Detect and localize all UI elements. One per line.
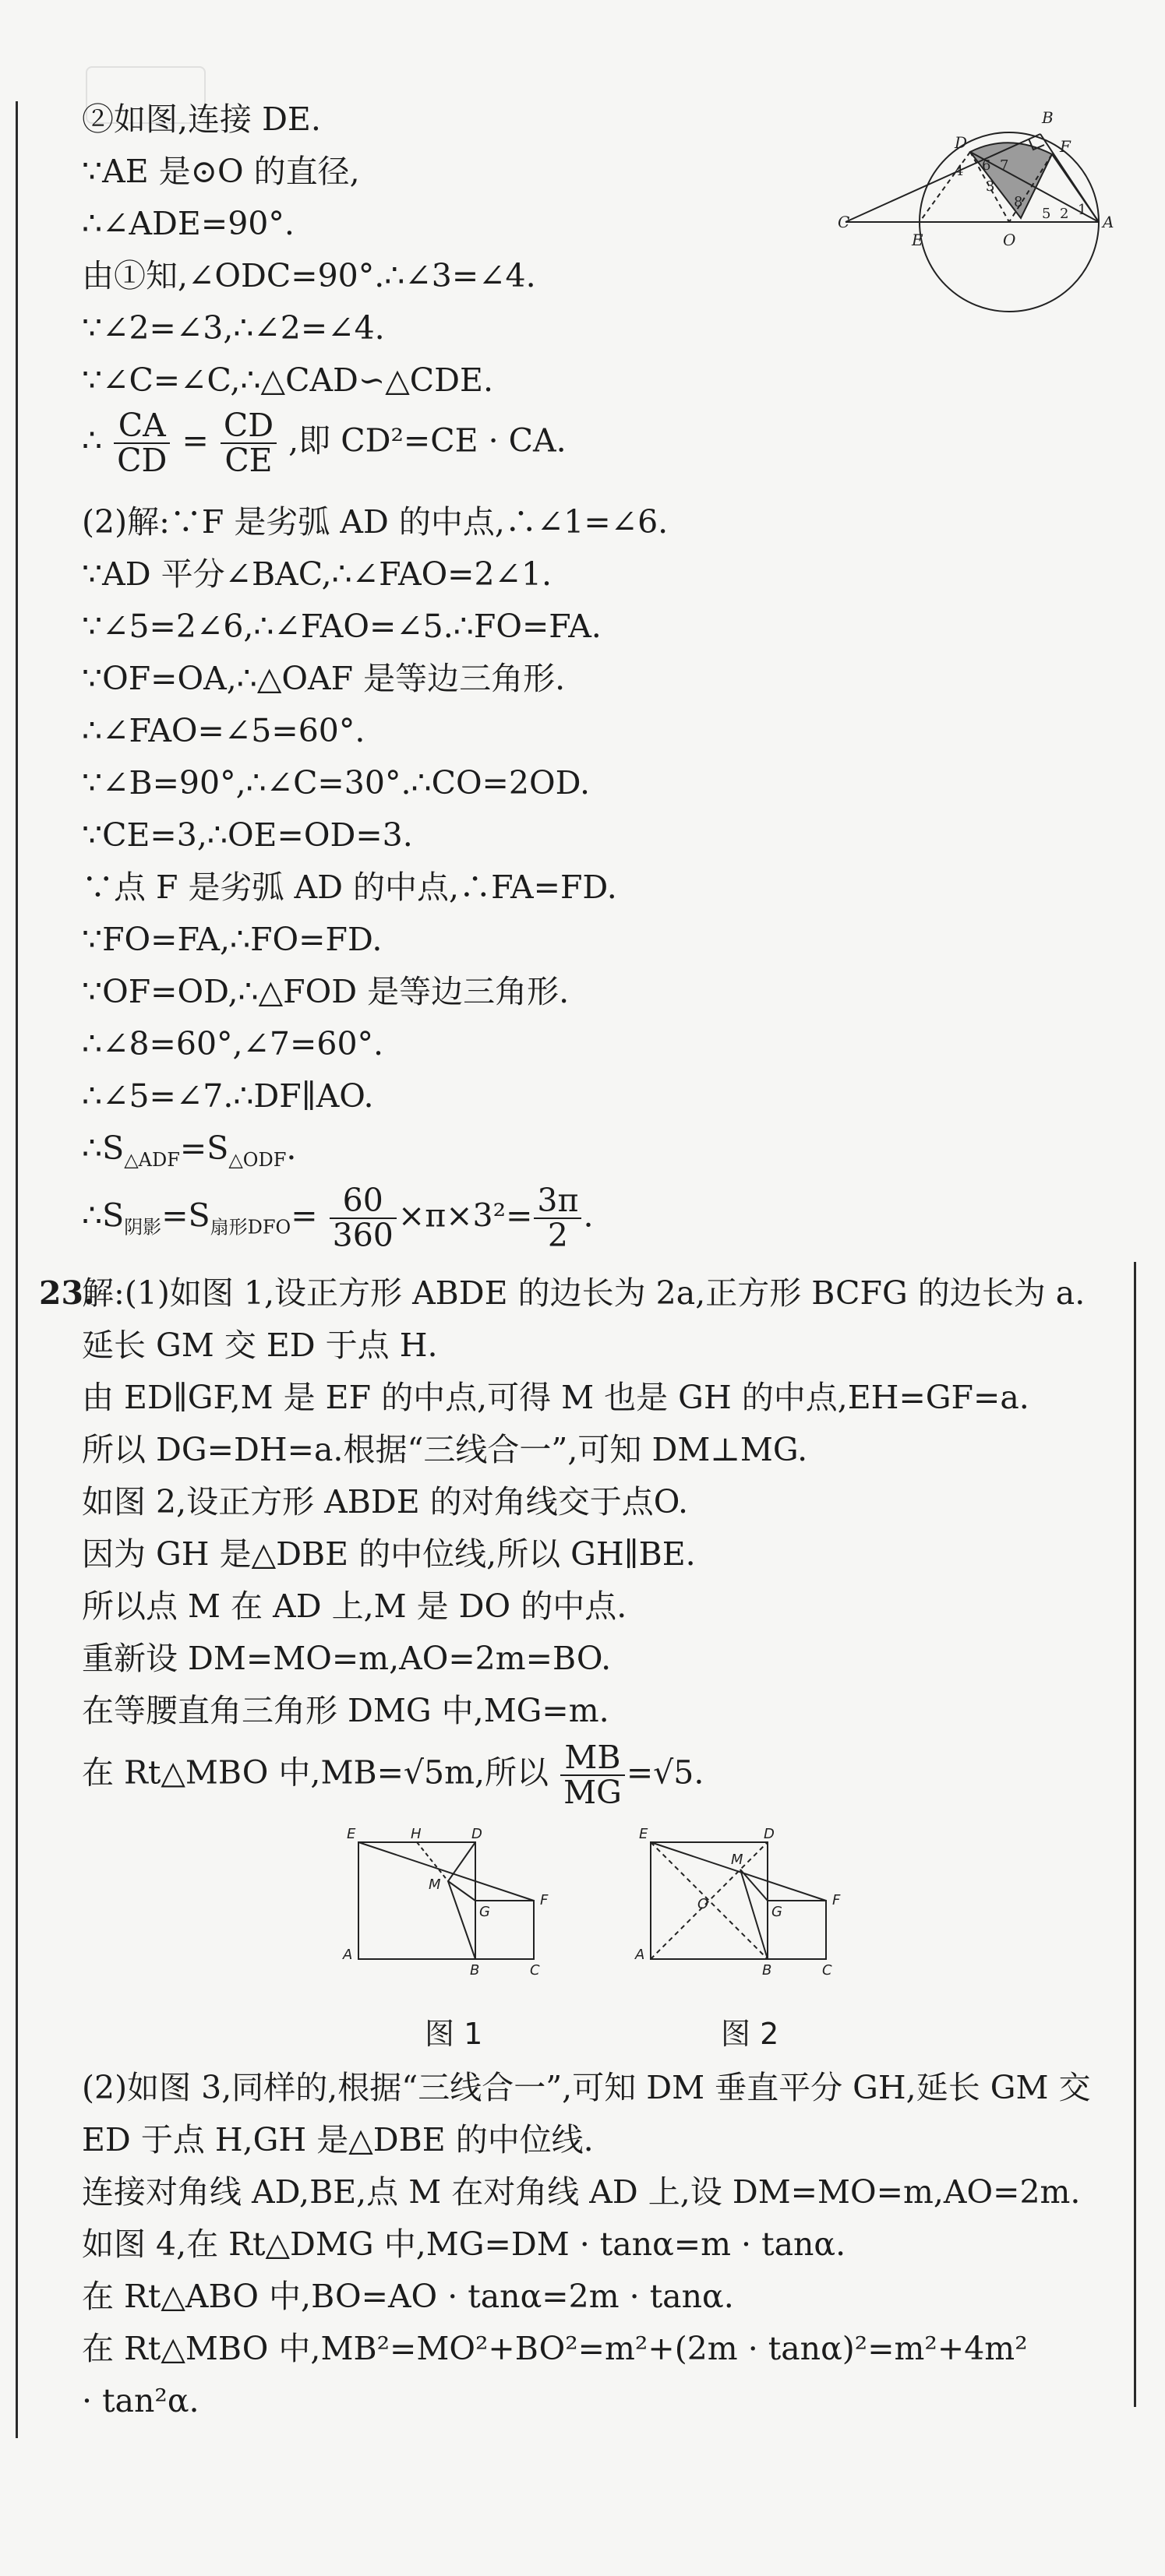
area-sub1: △ADF: [124, 1149, 180, 1172]
ratio-d2: CE: [224, 442, 273, 480]
q23b-line-1: (2)如图 3,同样的,根据“三线合一”,可知 DM 垂直平分 GH,延长 GM 交: [82, 2069, 1091, 2106]
mb-post: =√5.: [626, 1753, 704, 1792]
angle-3: 3: [986, 178, 995, 195]
figure-1: [339, 1819, 596, 2006]
q23-line-5: 如图 2,设正方形 ABDE 的对角线交于点O.: [82, 1483, 688, 1521]
mb-d: MG: [563, 1774, 622, 1812]
p2-line-2: ∵AD 平分∠BAC,∴∠FAO=2∠1.: [82, 555, 552, 593]
shade-sub2: 扇形DFO: [210, 1216, 291, 1239]
line-dm: [448, 1842, 475, 1881]
angle-4: 4: [955, 163, 964, 179]
circle-figure-shapes: [846, 132, 1099, 312]
f1-label-c: C: [530, 1962, 540, 1979]
label-e: E: [912, 231, 923, 249]
q23-line-3: 由 ED∥GF,M 是 EF 的中点,可得 M 也是 GH 的中点,EH=GF=a.: [82, 1379, 1029, 1416]
q23-line-7: 所以点 M 在 AD 上,M 是 DO 的中点.: [82, 1588, 627, 1625]
p1-line-3: ∴∠ADE=90°.: [82, 205, 295, 242]
shade-frac-2: [534, 1184, 581, 1253]
f1-label-d: D: [471, 1826, 482, 1842]
line-ef: [358, 1842, 534, 1901]
label-b: B: [1042, 108, 1054, 127]
f2-label-m: M: [731, 1852, 743, 1868]
shade-sub1: 阴影: [124, 1216, 162, 1239]
p1-line-2: ∵AE 是⊙O 的直径,: [82, 153, 360, 190]
f1-label-b: B: [470, 1962, 480, 1979]
area-mid: =S: [179, 1129, 229, 1167]
f1-label-f: F: [540, 1892, 549, 1908]
area-equation: [82, 1129, 296, 1179]
figure-2-caption: 图 2: [721, 2017, 779, 2051]
f1-label-g: G: [479, 1904, 490, 1920]
p2-line-4: ∵OF=OA,∴△OAF 是等边三角形.: [82, 660, 566, 697]
area-sub2: △ODF: [228, 1149, 287, 1172]
ratio-n2: CD: [221, 409, 277, 444]
f2-label-b: B: [762, 1962, 772, 1979]
q23-line-6: 因为 GH 是△DBE 的中位线,所以 GH∥BE.: [82, 1535, 696, 1573]
f1-label-h: H: [411, 1826, 422, 1842]
p2-line-6: ∵∠B=90°,∴∠C=30°.∴CO=2OD.: [82, 764, 591, 802]
q23-line-1: 解:(1)如图 1,设正方形 ABDE 的边长为 2a,正方形 BCFG 的边长为 a.: [82, 1274, 1086, 1312]
shade-d1: 360: [332, 1217, 394, 1255]
q23b-line-4: 如图 4,在 Rt△DMG 中,MG=DM · tanα=m · tanα.: [82, 2225, 846, 2263]
label-o: O: [1003, 231, 1016, 249]
q23-line-9: 在等腰直角三角形 DMG 中,MG=m.: [82, 1692, 609, 1729]
f2-label-f: F: [832, 1892, 841, 1908]
shade-equation: [82, 1184, 594, 1253]
q23-number: 23.: [39, 1274, 95, 1312]
q23b-line-5: 在 Rt△ABO 中,BO=AO · tanα=2m · tanα.: [82, 2278, 734, 2315]
p2-line-7: ∵CE=3,∴OE=OD=3.: [82, 816, 413, 854]
q23b-line-7: · tan²α.: [82, 2382, 199, 2419]
label-d: D: [955, 133, 968, 152]
ratio-post: ,即 CD²=CE · CA.: [288, 421, 567, 460]
p2-line-8: ∵点 F 是劣弧 AD 的中点,∴FA=FD.: [82, 869, 617, 906]
p1-line-1: ②如图,连接 DE.: [82, 100, 321, 138]
f2-label-a: A: [635, 1947, 645, 1963]
figure-2: [631, 1819, 888, 2006]
f2-label-o: O: [697, 1896, 709, 1912]
shade-mid: =S: [161, 1196, 210, 1235]
left-margin-rule: [16, 101, 18, 2438]
f2-label-d: D: [764, 1826, 775, 1842]
ratio-eq: =: [182, 421, 209, 460]
p2-line-5: ∴∠FAO=∠5=60°.: [82, 712, 365, 749]
shade-frac-1: [330, 1184, 397, 1253]
right-margin-rule: [1134, 1262, 1136, 2407]
p1-line-4: 由①知,∠ODC=90°.∴∠3=∠4.: [82, 257, 536, 294]
ratio-n1: CA: [114, 409, 170, 444]
ratio-d1: CD: [117, 442, 168, 480]
q23b-line-6: 在 Rt△MBO 中,MB²=MO²+BO²=m²+(2m · tanα)²=m²+4m²: [82, 2330, 1028, 2367]
q23-line-4: 所以 DG=DH=a.根据“三线合一”,可知 DM⊥MG.: [82, 1431, 808, 1468]
shade-n2: 3π: [534, 1184, 581, 1219]
q23b-line-2: ED 于点 H,GH 是△DBE 的中位线.: [82, 2121, 594, 2158]
area-pre: ∴S: [82, 1129, 125, 1167]
label-c: C: [838, 213, 850, 231]
ratio-equation: [82, 407, 567, 480]
ratio-frac-1: [114, 407, 170, 480]
angle-8: 8: [1014, 194, 1023, 210]
p1-line-5: ∵∠2=∠3,∴∠2=∠4.: [82, 309, 385, 347]
mb-n: MB: [560, 1741, 625, 1776]
angle-5: 5: [1042, 206, 1051, 222]
square-abde: [358, 1842, 475, 1959]
f1-label-m: M: [429, 1876, 441, 1893]
f1-label-e: E: [347, 1826, 356, 1842]
p2-line-10: ∵OF=OD,∴△FOD 是等边三角形.: [82, 973, 570, 1010]
shade-d2: 2: [547, 1217, 568, 1255]
shade-eq: =: [291, 1196, 318, 1235]
f2-label-g: G: [771, 1904, 782, 1920]
line-mb: [448, 1881, 475, 1959]
q23-line-8: 重新设 DM=MO=m,AO=2m=BO.: [82, 1640, 612, 1677]
line-hm: [417, 1842, 448, 1881]
label-f: F: [1060, 137, 1071, 156]
figure-1-caption: 图 1: [425, 2017, 483, 2051]
mb-pre: 在 Rt△MBO 中,MB=√5m,所以: [82, 1753, 549, 1792]
q23-line-2: 延长 GM 交 ED 于点 H.: [82, 1327, 438, 1364]
shade-n1: 60: [330, 1184, 397, 1219]
mb-frac: [560, 1741, 625, 1810]
ratio-frac-2: [221, 407, 277, 480]
circle-figure: [838, 101, 1126, 319]
angle-6: 6: [982, 157, 991, 174]
p2-line-12: ∴∠5=∠7.∴DF∥AO.: [82, 1077, 374, 1115]
mb-equation: [82, 1741, 704, 1810]
f2-label-c: C: [822, 1962, 832, 1979]
angle-1: 1: [1078, 202, 1087, 218]
label-a: A: [1103, 213, 1114, 231]
area-end: .: [286, 1129, 297, 1167]
shaded-region: [970, 143, 1052, 218]
f1-label-a: A: [343, 1947, 353, 1963]
p2-line-1: (2)解:∵F 是劣弧 AD 的中点,∴∠1=∠6.: [82, 503, 669, 541]
shade-mul: ×π×3²=: [397, 1196, 533, 1235]
p1-line-6: ∵∠C=∠C,∴△CAD∽△CDE.: [82, 361, 494, 399]
p2-line-9: ∵FO=FA,∴FO=FD.: [82, 921, 383, 958]
p2-line-3: ∵∠5=2∠6,∴∠FAO=∠5.∴FO=FA.: [82, 608, 602, 645]
ratio-pre: ∴: [82, 421, 103, 460]
f2-label-e: E: [639, 1826, 648, 1842]
shade-end: .: [583, 1196, 594, 1235]
shade-pre: ∴S: [82, 1196, 125, 1235]
angle-7: 7: [1000, 157, 1009, 174]
q23b-line-3: 连接对角线 AD,BE,点 M 在对角线 AD 上,设 DM=MO=m,AO=2m.: [82, 2173, 1081, 2211]
p2-line-11: ∴∠8=60°,∠7=60°.: [82, 1025, 384, 1062]
angle-2: 2: [1060, 206, 1069, 222]
